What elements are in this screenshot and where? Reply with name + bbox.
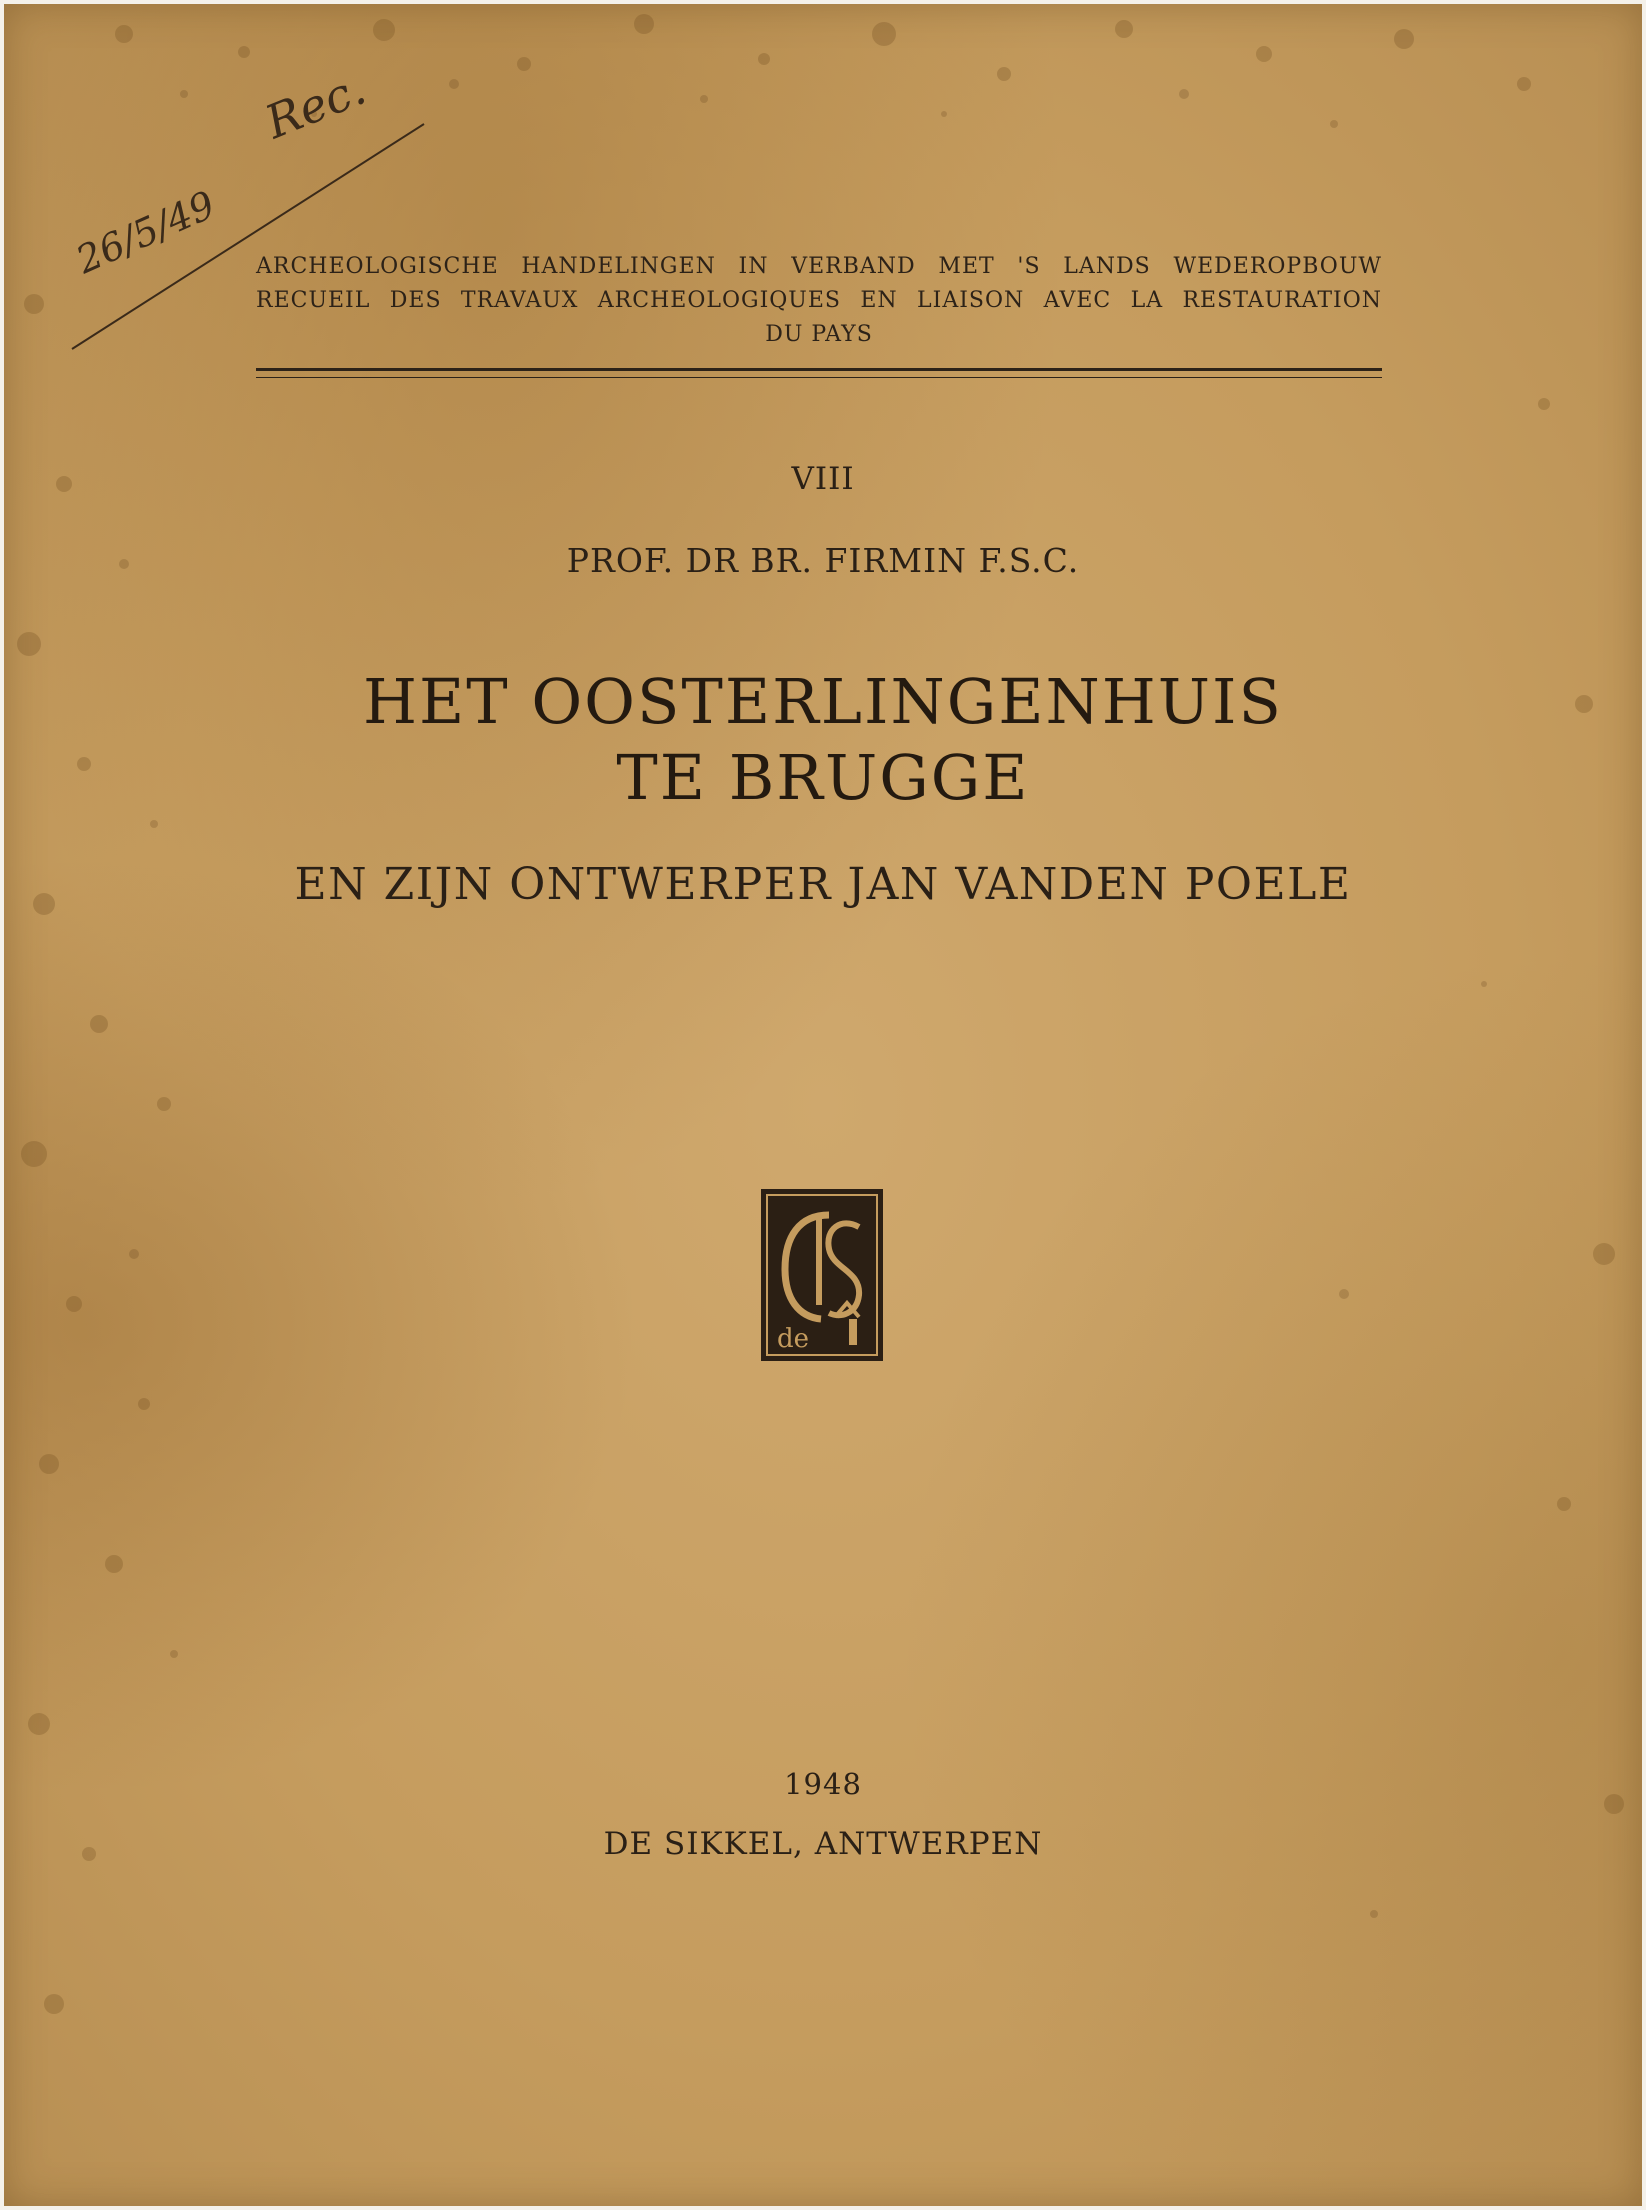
series-header [256, 250, 1382, 352]
handwritten-initials: Rec. [257, 60, 373, 150]
publication-year: 1948 [784, 1767, 862, 1801]
handwritten-date: 26/5/49 [69, 182, 222, 283]
de-sikkel-monogram-logo [759, 1187, 885, 1363]
series-title-french: RECUEIL DES TRAVAUX ARCHEOLOGIQUES EN LIAISON AVEC LA RESTAURATION [256, 288, 1382, 313]
author-name: PROF. DR BR. FIRMIN F.S.C. [566, 541, 1080, 580]
series-title-french-continued: DU PAYS [765, 322, 873, 347]
publisher-name: DE SIKKEL, ANTWERPEN [603, 1826, 1043, 1862]
series-title-dutch: ARCHEOLOGISCHE HANDELINGEN IN VERBAND MET 'S LANDS WEDEROPBOUW [256, 254, 1382, 279]
book-title-line-1: HET OOSTERLINGENHUIS [362, 665, 1284, 738]
book-title-line-2: TE BRUGGE [616, 741, 1030, 814]
book-title [4, 664, 1642, 816]
logo-text: de [777, 1324, 810, 1354]
book-subtitle: EN ZIJN ONTWERPER JAN VANDEN POELE [294, 859, 1352, 910]
volume-number: VIII [791, 461, 855, 497]
double-rule-divider [256, 368, 1382, 378]
book-cover [4, 4, 1642, 2206]
